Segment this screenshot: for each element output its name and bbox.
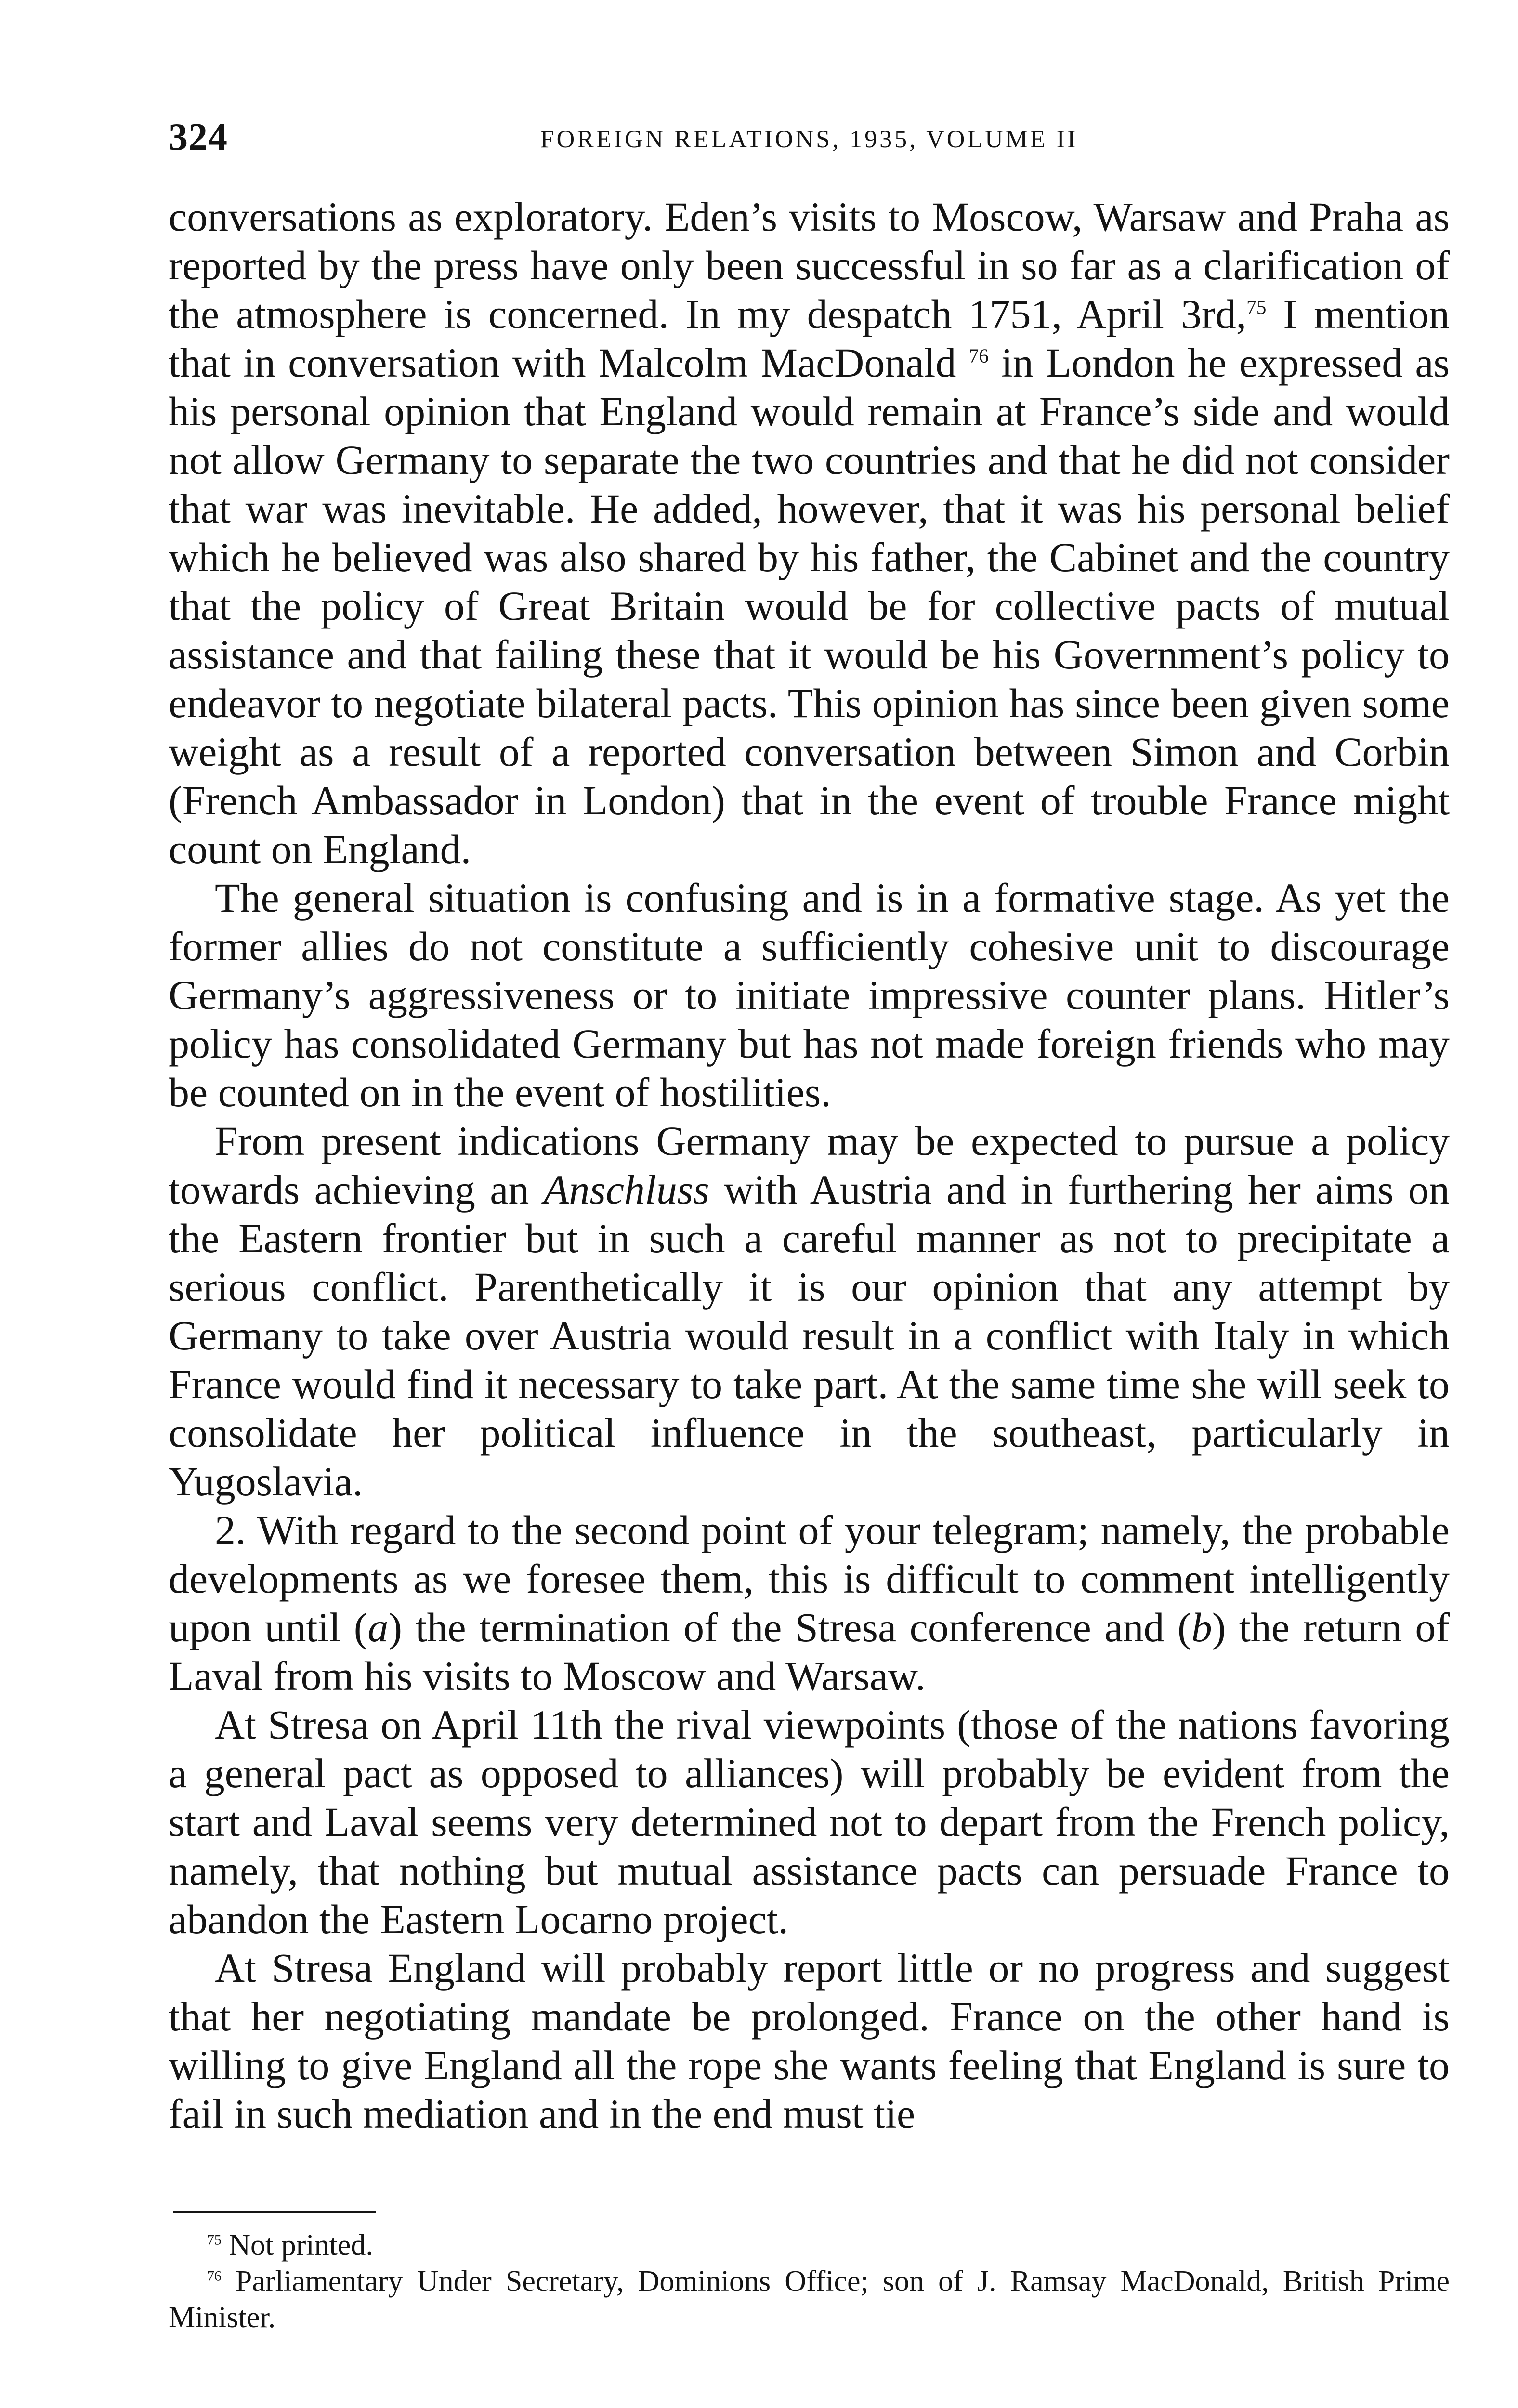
paragraph-1-text-b: I mention that in conversation with Malcolm MacDonald <box>169 291 1450 386</box>
italic-term-anschluss: Anschluss <box>543 1166 709 1213</box>
paragraph-3 <box>169 1117 1450 1506</box>
paragraph-5: At Stresa on April 11th the rival viewpoints (those of the nations favoring a general pact as opposed to alliances) will probably be evident from the start and Laval seems very determined not to depart from the French policy, namely, that nothing but mutual assistance pacts can persuade France to abandon the Eastern Locarno project. <box>169 1701 1450 1942</box>
paragraph-3-text-b: with Austria and in furthering her aims on the Eastern frontier but in such a careful manner as not to precipitate a serious conflict. Parenthetically it is our opinion that any attempt by Germany to take over Austria would result in a conflict with Italy in which France would find it necessary to take part. At the same time she will seek to consolidate her political influence in the southeast, particularly in Yugoslavia. <box>169 1166 1450 1505</box>
page-header <box>169 116 1450 169</box>
paragraph-2: The general situation is confusing and is in a formative stage. As yet the former allies do not constitute a sufficiently cohesive unit to discourage Germany’s aggressiveness or to initiate impressive counter plans. Hitler’s policy has consolidated Germany but has not made foreign friends who may be counted on in the event of hostilities. <box>169 875 1450 1115</box>
body-text <box>169 193 1450 2138</box>
footnote-text: Not printed. <box>221 2229 373 2262</box>
enum-b: b <box>1191 1604 1212 1650</box>
footnote-marker: 75 <box>207 2232 222 2248</box>
footnote-ref-75: 75 <box>1246 296 1267 318</box>
paragraph-4-text-b: ) the termination of the Stresa conference and ( <box>388 1604 1191 1650</box>
paragraph-4-text-c: ) the return of Laval from his visits to Moscow and Warsaw. <box>169 1604 1450 1699</box>
footnote-75 <box>169 2227 1450 2264</box>
footnote-ref-76: 76 <box>968 344 989 367</box>
paragraph-6: At Stresa England will probably report little or no progress and suggest that her negotiating mandate be prolonged. France on the other hand is willing to give England all the rope she wants feeling that England is sure to fail in such mediation and in the end must tie <box>169 1945 1450 2137</box>
paragraph-4-text-a: 2. With regard to the second point of your telegram; namely, the probable developments as we foresee them, this is difficult to comment intelligently upon until ( <box>169 1507 1450 1650</box>
paragraph-1 <box>169 193 1450 874</box>
page-number: 324 <box>169 116 228 158</box>
document-page <box>169 0 1450 2408</box>
paragraph-4 <box>169 1506 1450 1701</box>
enum-a: a <box>367 1604 389 1650</box>
footnote-76 <box>169 2264 1450 2336</box>
paragraph-1-text-c: in London he expressed as his personal opinion that England would remain at France’s side and would not allow Germany to separate the two countries and that he did not consider that war was inevitable. He added, however, that it was his personal belief which he believed was also shared by his father, the Cabinet and the country that the policy of Great Britain would be for collective pacts of mutual assistance and that failing these that it would be his Government’s policy to endeavor to negotiate bilateral pacts. This opinion has since been given some weight as a result of a reported conversation between Simon and Corbin (French Ambassador in London) that in the event of trouble France might count on England. <box>169 340 1450 872</box>
footnote-marker: 76 <box>207 2268 222 2284</box>
footnote-divider <box>173 2211 376 2213</box>
paragraph-3-text-a: From present indications Germany may be expected to pursue a policy towards achieving an <box>169 1118 1450 1213</box>
footnotes <box>169 2227 1450 2336</box>
running-head: FOREIGN RELATIONS, 1935, VOLUME II <box>540 126 1078 153</box>
paragraph-1-text-a: conversations as exploratory. Eden’s visits to Moscow, Warsaw and Praha as reported by the press have only been successful in so far as a clarification of the atmosphere is concerned. In my despatch 1751, April 3rd, <box>169 194 1450 337</box>
footnote-text: Parliamentary Under Secretary, Dominions Office; son of J. Ramsay MacDonald, British Prime Minister. <box>169 2265 1450 2334</box>
